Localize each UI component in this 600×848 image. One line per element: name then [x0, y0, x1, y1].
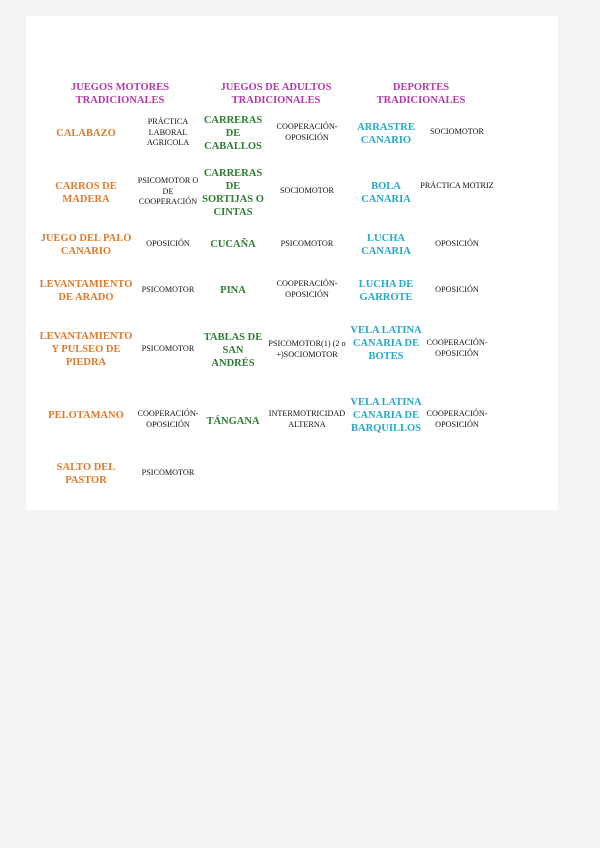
- deportes-name-lucha-canaria: LUCHA CANARIA: [361, 233, 411, 257]
- motores-type-piedra: PSICOMOTOR: [141, 344, 195, 353]
- motores-name-palo: JUEGO DEL PALO CANARIO: [40, 233, 132, 257]
- adultos-type-tablas: PSICOMOTOR(1) (2 o +)SOCIOMOTOR: [268, 339, 346, 359]
- deportes-type-bola: PRÁCTICA MOTRIZ: [420, 181, 494, 190]
- adultos-name-sortijas: CARRERAS DE SORTIJAS O CINTAS: [202, 168, 264, 218]
- motores-type-palo: OPOSICIÓN: [146, 239, 190, 248]
- deportes-name-botes: VELA LATINA CANARIA DE BOTES: [350, 325, 422, 362]
- deportes-name-bola: BOLA CANARIA: [361, 181, 411, 205]
- deportes-type-barquillos: COOPERACIÓN-OPOSICIÓN: [426, 409, 488, 429]
- deportes-type-arrastre: SOCIOMOTOR: [430, 127, 484, 136]
- motores-type-carros: PSICOMOTOR O DE COOPERACIÓN: [137, 176, 199, 206]
- motores-name-arado: LEVANTAMIENTO DE ARADO: [39, 279, 133, 303]
- motores-type-pelotamano: COOPERACIÓN-OPOSICIÓN: [137, 409, 199, 429]
- adultos-type-caballos: COOPERACIÓN-OPOSICIÓN: [276, 122, 338, 142]
- header-juegos-motores: JUEGOS MOTORES TRADICIONALES: [70, 82, 170, 106]
- adultos-type-pina: COOPERACIÓN-OPOSICIÓN: [276, 279, 338, 299]
- deportes-type-botes: COOPERACIÓN-OPOSICIÓN: [426, 338, 488, 358]
- motores-name-salto: SALTO DEL PASTOR: [56, 462, 116, 486]
- adultos-name-tangana: TÁNGANA: [206, 416, 260, 427]
- motores-type-salto: PSICOMOTOR: [141, 468, 195, 477]
- motores-name-piedra: LEVANTAMIENTO Y PULSEO DE PIEDRA: [39, 331, 133, 368]
- motores-name-calabazo: CALABAZO: [56, 128, 116, 139]
- deportes-name-arrastre: ARRASTRE CANARIO: [357, 122, 415, 146]
- deportes-name-barquillos: VELA LATINA CANARIA DE BARQUILLOS: [350, 397, 422, 434]
- deportes-type-lucha-canaria: OPOSICIÓN: [435, 239, 479, 248]
- header-deportes: DEPORTES TRADICIONALES: [376, 82, 466, 106]
- motores-name-pelotamano: PELOTAMANO: [48, 410, 124, 421]
- adultos-name-cucana: CUCAÑA: [210, 239, 256, 250]
- adultos-name-tablas: TABLAS DE SAN ANDRÉS: [203, 332, 263, 369]
- motores-type-calabazo: PRÁCTICA LABORAL AGRICOLA: [146, 117, 190, 147]
- motores-type-arado: PSICOMOTOR: [141, 285, 195, 294]
- adultos-name-caballos: CARRERAS DE CABALLOS: [203, 115, 263, 152]
- adultos-type-tangana: INTERMOTRICIDAD ALTERNA: [268, 409, 346, 429]
- adultos-type-cucana: PSICOMOTOR: [280, 239, 334, 248]
- deportes-type-garrote: OPOSICIÓN: [435, 285, 479, 294]
- header-juegos-adultos: JUEGOS DE ADULTOS TRADICIONALES: [220, 82, 332, 106]
- adultos-name-pina: PINA: [220, 285, 246, 296]
- deportes-name-garrote: LUCHA DE GARROTE: [358, 279, 414, 303]
- adultos-type-sortijas: SOCIOMOTOR: [280, 186, 334, 195]
- motores-name-carros: CARROS DE MADERA: [55, 181, 117, 205]
